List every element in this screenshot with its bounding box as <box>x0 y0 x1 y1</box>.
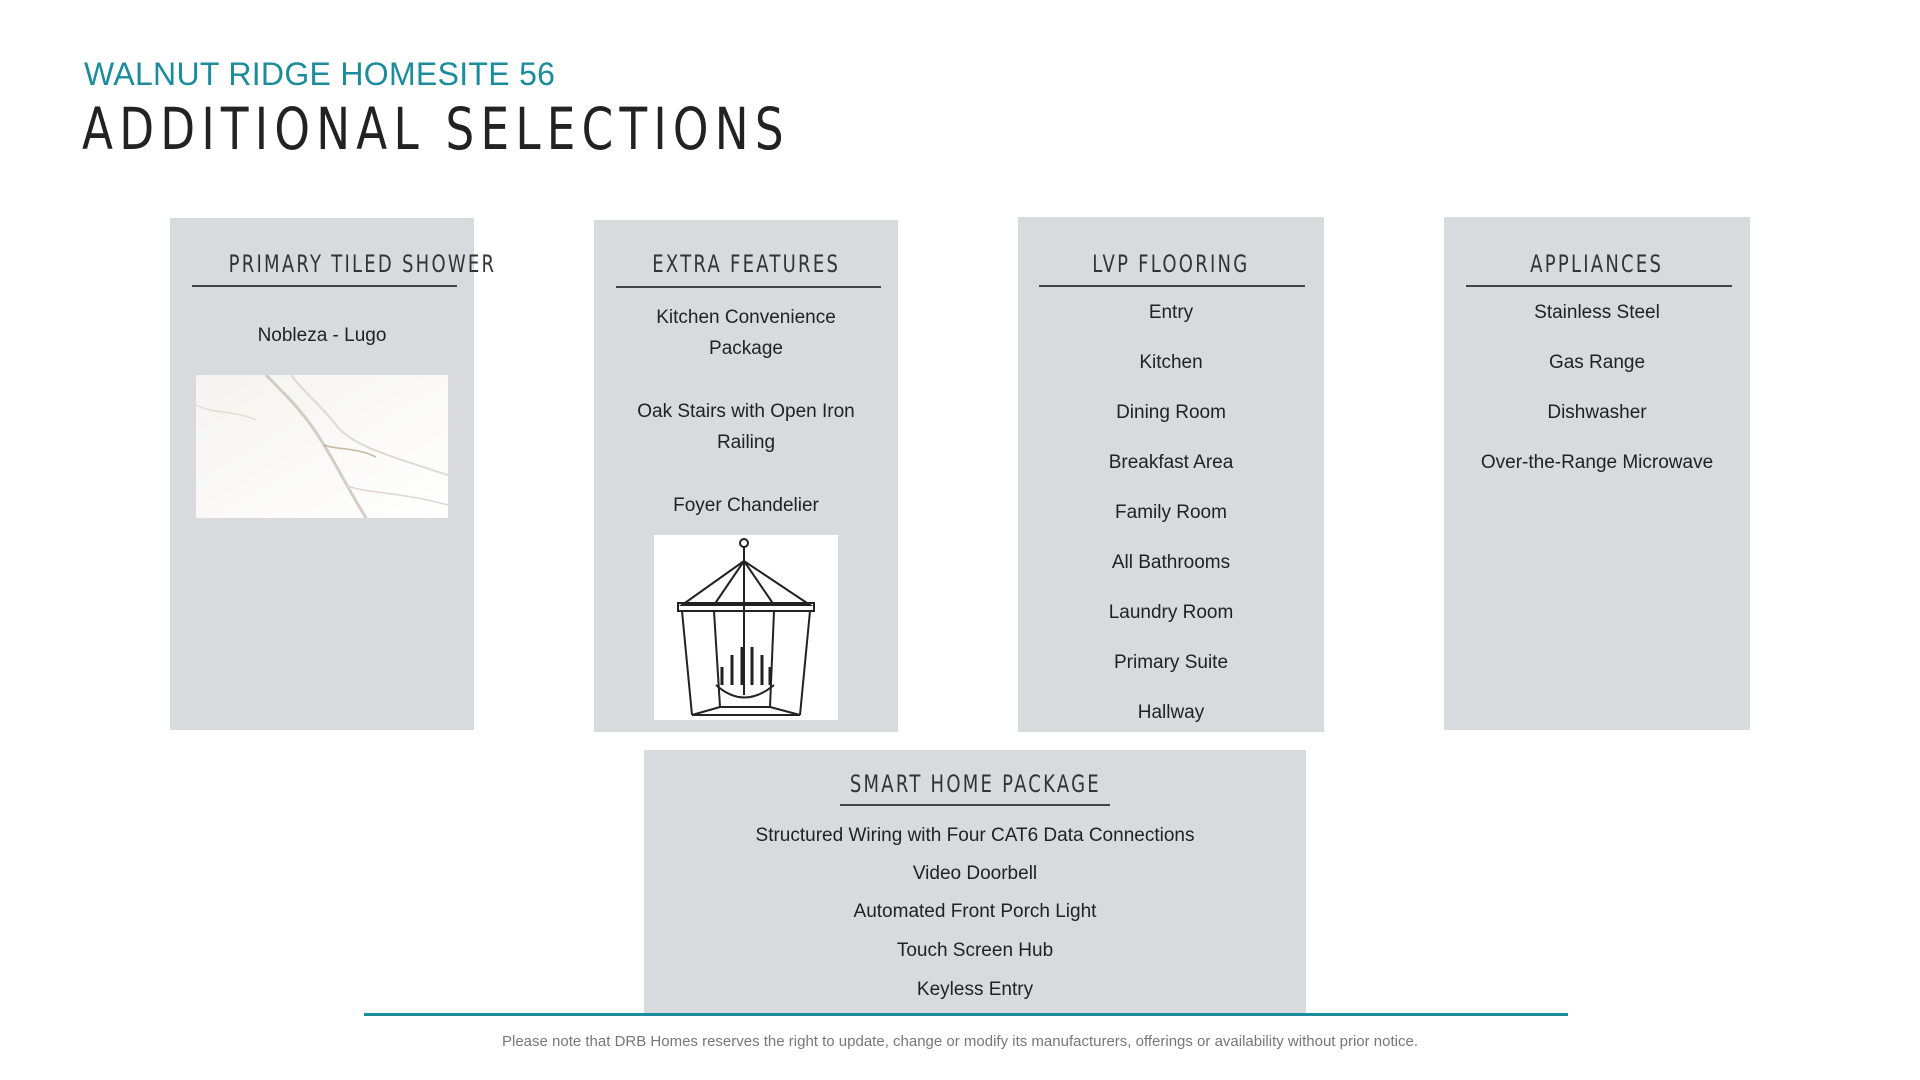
marble-tile-image <box>196 375 448 518</box>
list-item: Kitchen Convenience Package <box>656 307 836 359</box>
card-title: LVP FLOORING <box>1092 250 1250 278</box>
homesite-subtitle: WALNUT RIDGE HOMESITE 56 <box>84 56 556 92</box>
list-item: Hallway <box>1137 702 1205 723</box>
list-item: Keyless Entry <box>916 979 1034 1000</box>
card-title-underline <box>192 285 457 287</box>
list-item: Over-the-Range Microwave <box>1480 452 1714 473</box>
list-item: Family Room <box>1115 502 1227 523</box>
card-title-underline <box>616 286 881 288</box>
card-title: EXTRA FEATURES <box>652 250 840 278</box>
card-title-underline <box>840 804 1110 806</box>
card-smart-home-package <box>644 750 1306 1014</box>
list-item: Entry <box>1148 302 1194 323</box>
card-title-underline <box>1466 285 1732 287</box>
page-title: ADDITIONAL SELECTIONS <box>82 95 790 163</box>
card-appliances <box>1444 217 1750 730</box>
list-item: Stainless Steel <box>1534 302 1660 323</box>
card-title: APPLIANCES <box>1530 250 1664 278</box>
list-item: All Bathrooms <box>1111 552 1231 573</box>
list-item: Automated Front Porch Light <box>853 901 1097 922</box>
footer-divider <box>364 1013 1568 1016</box>
list-item: Kitchen <box>1139 352 1203 373</box>
card-lvp-flooring <box>1018 217 1324 732</box>
list-item: Dining Room <box>1116 402 1226 423</box>
card-title-underline <box>1039 285 1305 287</box>
list-item: Foyer Chandelier <box>673 495 819 516</box>
card-primary-tiled-shower <box>170 218 497 730</box>
list-item: Touch Screen Hub <box>896 940 1054 961</box>
list-item: Video Doorbell <box>912 863 1038 884</box>
list-item: Breakfast Area <box>1108 452 1234 473</box>
list-item: Structured Wiring with Four CAT6 Data Connections <box>755 825 1195 846</box>
list-item: Laundry Room <box>1108 602 1234 623</box>
footer-disclaimer: Please note that DRB Homes reserves the right to update, change or modify its manufacturers, offerings or availability without prior notice. <box>501 1033 1418 1050</box>
list-item: Dishwasher <box>1547 402 1647 423</box>
card-title: SMART HOME PACKAGE <box>849 770 1101 798</box>
card-title: PRIMARY TILED SHOWER <box>228 250 497 278</box>
list-item: Gas Range <box>1548 352 1646 373</box>
list-item: Primary Suite <box>1113 652 1229 673</box>
list-item: Nobleza - Lugo <box>257 325 387 346</box>
card-extra-features <box>594 220 898 732</box>
chandelier-image <box>654 535 838 720</box>
list-item: Oak Stairs with Open Iron Railing <box>637 401 855 453</box>
